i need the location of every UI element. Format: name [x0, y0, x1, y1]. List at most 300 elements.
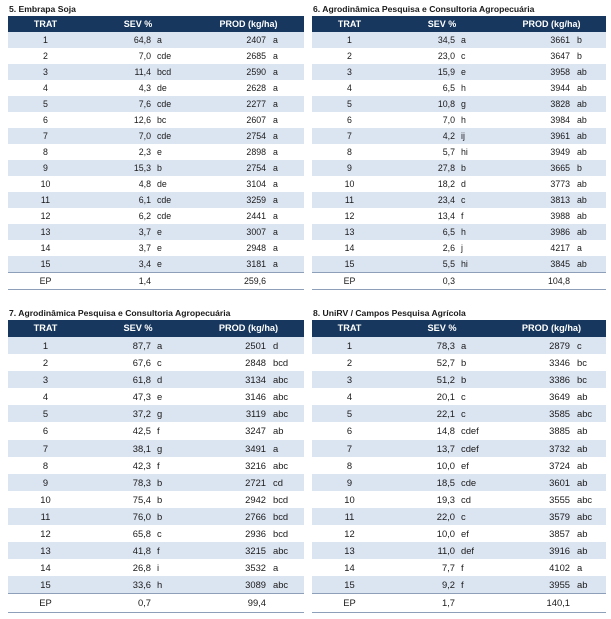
prod-letter-cell: bcd — [273, 357, 289, 369]
prod-letter-cell: a — [273, 35, 278, 45]
sev-letter-cell: c — [157, 357, 162, 369]
trat-cell: 10 — [344, 179, 355, 189]
prod-letter-cell: ab — [577, 179, 587, 189]
trat-cell: 3 — [43, 67, 48, 77]
sev-value-cell: 7,6 — [138, 99, 151, 109]
trat-cell: 10 — [40, 493, 51, 505]
trat-cell: 9 — [346, 476, 353, 488]
table-row — [8, 112, 304, 128]
trat-cell: 1 — [346, 340, 353, 351]
sev-value-cell: 7,7 — [441, 562, 455, 574]
panel-title: 5. Embrapa Soja — [9, 4, 76, 14]
trat-cell: 7 — [347, 131, 352, 141]
table-row — [8, 240, 304, 256]
sev-letter-cell: a — [157, 340, 163, 351]
table-row — [312, 224, 606, 240]
table-row — [312, 64, 606, 80]
sev-letter-cell: c — [461, 408, 466, 420]
prod-value-cell: 3732 — [549, 442, 570, 454]
table-row — [8, 405, 304, 422]
ep-sev-cell: 1,4 — [138, 276, 151, 286]
prod-value-cell: 3181 — [246, 259, 266, 269]
prod-letter-cell: ab — [577, 459, 588, 471]
sev-value-cell: 26,8 — [132, 562, 151, 574]
prod-letter-cell: ab — [577, 67, 587, 77]
table-row — [312, 80, 606, 96]
sev-value-cell: 27,8 — [437, 163, 455, 173]
sev-value-cell: 65,8 — [132, 528, 151, 540]
sev-value-cell: 22,0 — [436, 510, 455, 522]
sev-value-cell: 78,3 — [132, 476, 151, 488]
prod-value-cell: 2407 — [246, 35, 266, 45]
prod-letter-cell: a — [273, 83, 278, 93]
prod-letter-cell: b — [577, 51, 582, 61]
ep-sev-cell: 0,7 — [137, 597, 151, 609]
ep-sev-cell: 1,7 — [441, 597, 455, 609]
sev-value-cell: 42,5 — [132, 425, 151, 437]
sev-letter-cell: b — [461, 163, 466, 173]
table-header — [8, 16, 304, 32]
panel-title: 6. Agrodinâmica Pesquisa e Consultoria Agropecuária — [313, 4, 535, 14]
sev-letter-cell: b — [461, 357, 467, 369]
trat-cell: 8 — [347, 147, 352, 157]
table-row — [8, 422, 304, 439]
sev-value-cell: 18,2 — [437, 179, 455, 189]
sev-value-cell: 33,6 — [132, 579, 151, 591]
table-row — [312, 576, 606, 593]
sev-value-cell: 7,0 — [138, 131, 151, 141]
prod-value-cell: 2754 — [246, 131, 266, 141]
header-sev: SEV % — [427, 323, 457, 333]
sev-value-cell: 10,0 — [436, 459, 455, 471]
sev-letter-cell: b — [157, 163, 162, 173]
ep-label: EP — [39, 597, 52, 609]
sev-letter-cell: c — [461, 391, 466, 403]
prod-letter-cell: bcd — [273, 493, 289, 505]
trat-cell: 14 — [40, 562, 51, 574]
prod-value-cell: 3104 — [246, 179, 266, 189]
ep-row — [8, 272, 304, 290]
prod-letter-cell: ab — [577, 259, 587, 269]
sev-value-cell: 41,8 — [132, 545, 151, 557]
table-row — [312, 422, 606, 439]
sev-value-cell: 13,7 — [436, 442, 455, 454]
sev-letter-cell: hi — [461, 259, 468, 269]
sev-value-cell: 4,8 — [138, 179, 151, 189]
prod-letter-cell: ab — [577, 528, 588, 540]
trat-cell: 12 — [344, 528, 355, 540]
prod-value-cell: 3247 — [245, 425, 266, 437]
prod-letter-cell: a — [273, 67, 278, 77]
ep-prod-cell: 259,6 — [243, 276, 266, 286]
sev-value-cell: 2,3 — [138, 147, 151, 157]
sev-value-cell: 5,5 — [442, 259, 455, 269]
prod-value-cell: 3885 — [549, 425, 570, 437]
table-row — [312, 128, 606, 144]
prod-letter-cell: ab — [577, 579, 588, 591]
header-prod: PROD (kg/ha) — [522, 19, 581, 29]
prod-value-cell: 3986 — [550, 227, 570, 237]
sev-letter-cell: h — [461, 83, 466, 93]
sev-letter-cell: c — [461, 510, 466, 522]
trat-cell: 15 — [344, 579, 355, 591]
sev-letter-cell: c — [461, 195, 466, 205]
sev-letter-cell: g — [157, 408, 163, 420]
sev-letter-cell: c — [157, 528, 162, 540]
table-row — [8, 337, 304, 354]
prod-value-cell: 2721 — [245, 476, 266, 488]
sev-letter-cell: f — [461, 562, 464, 574]
prod-letter-cell: abc — [273, 459, 289, 471]
prod-value-cell: 3845 — [550, 259, 570, 269]
trat-cell: 2 — [347, 51, 352, 61]
trat-cell: 8 — [43, 147, 48, 157]
sev-letter-cell: b — [157, 510, 163, 522]
table-row — [312, 508, 606, 525]
trat-cell: 9 — [43, 163, 48, 173]
trat-cell: 6 — [42, 425, 49, 437]
trat-cell: 2 — [43, 51, 48, 61]
sev-letter-cell: d — [461, 179, 466, 189]
sev-value-cell: 2,6 — [442, 243, 455, 253]
ep-label: EP — [39, 276, 52, 286]
prod-letter-cell: bcd — [273, 528, 289, 540]
table-row — [8, 440, 304, 457]
prod-value-cell: 3119 — [245, 408, 266, 420]
prod-value-cell: 2607 — [246, 115, 266, 125]
prod-value-cell: 2277 — [246, 99, 266, 109]
prod-letter-cell: abc — [577, 408, 593, 420]
trat-cell: 1 — [42, 340, 49, 351]
ep-prod-cell: 140,1 — [546, 597, 570, 609]
sev-letter-cell: f — [157, 545, 160, 557]
prod-value-cell: 4217 — [550, 243, 570, 253]
sev-letter-cell: j — [461, 243, 463, 253]
prod-value-cell: 3491 — [245, 442, 266, 454]
prod-value-cell: 3346 — [549, 357, 570, 369]
table-row — [8, 80, 304, 96]
sev-value-cell: 3,4 — [138, 259, 151, 269]
sev-value-cell: 75,4 — [132, 493, 151, 505]
prod-value-cell: 2848 — [245, 357, 266, 369]
trat-cell: 12 — [40, 211, 51, 221]
panel-agrodinamica-6 — [312, 2, 606, 290]
table-body — [312, 32, 606, 290]
sev-letter-cell: d — [157, 374, 163, 386]
prod-value-cell: 3579 — [549, 510, 570, 522]
ep-row — [8, 593, 304, 612]
table-row — [8, 48, 304, 64]
sev-letter-cell: hi — [461, 147, 468, 157]
sev-letter-cell: h — [461, 115, 466, 125]
prod-letter-cell: b — [577, 163, 582, 173]
sev-value-cell: 67,6 — [132, 357, 151, 369]
prod-value-cell: 3259 — [246, 195, 266, 205]
table-row — [312, 256, 606, 272]
table-row — [8, 576, 304, 593]
prod-letter-cell: cd — [273, 476, 283, 488]
sev-value-cell: 3,7 — [138, 243, 151, 253]
sev-letter-cell: e — [157, 243, 162, 253]
sev-value-cell: 22,1 — [436, 408, 455, 420]
prod-letter-cell: d — [273, 340, 279, 351]
table-row — [8, 128, 304, 144]
trat-cell: 13 — [40, 545, 51, 557]
sev-letter-cell: cdef — [461, 425, 479, 437]
trat-cell: 13 — [40, 227, 51, 237]
sev-value-cell: 15,3 — [133, 163, 151, 173]
panel-title: 7. Agrodinâmica Pesquisa e Consultoria Agropecuária — [9, 308, 231, 318]
sev-value-cell: 4,3 — [138, 83, 151, 93]
sev-letter-cell: e — [461, 67, 466, 77]
sev-value-cell: 10,8 — [437, 99, 455, 109]
prod-letter-cell: a — [273, 179, 278, 189]
prod-letter-cell: b — [577, 35, 582, 45]
table-row — [312, 176, 606, 192]
trat-cell: 5 — [347, 99, 352, 109]
table-row — [8, 474, 304, 491]
table-row — [312, 96, 606, 112]
prod-value-cell: 2441 — [246, 211, 266, 221]
prod-value-cell: 3146 — [245, 391, 266, 403]
table-row — [312, 440, 606, 457]
sev-value-cell: 15,9 — [437, 67, 455, 77]
trat-cell: 15 — [344, 259, 355, 269]
prod-value-cell: 3724 — [549, 459, 570, 471]
table-row — [312, 559, 606, 576]
table-row — [8, 559, 304, 576]
prod-value-cell: 3958 — [550, 67, 570, 77]
sev-value-cell: 9,2 — [441, 579, 455, 591]
sev-letter-cell: ef — [461, 528, 469, 540]
prod-letter-cell: a — [273, 163, 278, 173]
table-body — [8, 32, 304, 290]
prod-letter-cell: a — [273, 259, 278, 269]
prod-letter-cell: ab — [577, 83, 587, 93]
sev-letter-cell: de — [157, 179, 167, 189]
prod-letter-cell: abc — [273, 374, 289, 386]
table-row — [8, 542, 304, 559]
sev-letter-cell: cde — [157, 195, 172, 205]
sev-letter-cell: g — [461, 99, 466, 109]
trat-cell: 14 — [344, 243, 355, 253]
header-trat: TRAT — [337, 19, 362, 29]
prod-value-cell: 3857 — [549, 528, 570, 540]
trat-cell: 14 — [344, 562, 355, 574]
trat-cell: 4 — [346, 391, 353, 403]
trat-cell: 7 — [42, 442, 49, 454]
header-trat: TRAT — [33, 323, 58, 333]
prod-value-cell: 3601 — [549, 476, 570, 488]
sev-letter-cell: ij — [461, 131, 465, 141]
sev-value-cell: 23,4 — [437, 195, 455, 205]
trat-cell: 10 — [344, 493, 355, 505]
prod-letter-cell: a — [273, 99, 278, 109]
table-row — [8, 508, 304, 525]
prod-letter-cell: abc — [273, 391, 289, 403]
prod-value-cell: 2754 — [246, 163, 266, 173]
prod-value-cell: 2590 — [246, 67, 266, 77]
sev-letter-cell: f — [157, 459, 160, 471]
sev-letter-cell: cde — [157, 131, 172, 141]
sev-letter-cell: f — [461, 579, 464, 591]
trat-cell: 1 — [347, 35, 352, 45]
sev-value-cell: 12,6 — [133, 115, 151, 125]
table-row — [312, 542, 606, 559]
sev-letter-cell: e — [157, 259, 162, 269]
table-row — [8, 144, 304, 160]
trat-cell: 9 — [347, 163, 352, 173]
table-row — [312, 371, 606, 388]
sev-value-cell: 18,5 — [436, 476, 455, 488]
prod-letter-cell: bc — [577, 374, 587, 386]
prod-letter-cell: abc — [273, 545, 289, 557]
trat-cell: 12 — [344, 211, 355, 221]
table-header — [312, 320, 606, 337]
prod-letter-cell: ab — [577, 227, 587, 237]
sev-letter-cell: cde — [157, 51, 172, 61]
sev-value-cell: 6,5 — [442, 83, 455, 93]
trat-cell: 9 — [42, 476, 49, 488]
table-row — [312, 474, 606, 491]
trat-cell: 10 — [40, 179, 51, 189]
table-row — [8, 96, 304, 112]
trat-cell: 6 — [43, 115, 48, 125]
sev-value-cell: 13,4 — [437, 211, 455, 221]
prod-value-cell: 3134 — [245, 374, 266, 386]
prod-value-cell: 2898 — [246, 147, 266, 157]
header-prod: PROD (kg/ha) — [219, 19, 278, 29]
sev-value-cell: 6,2 — [138, 211, 151, 221]
panel-embrapa-soja — [8, 2, 304, 290]
prod-value-cell: 2685 — [246, 51, 266, 61]
prod-letter-cell: a — [577, 562, 583, 574]
prod-letter-cell: abc — [577, 493, 593, 505]
sev-value-cell: 61,8 — [132, 374, 151, 386]
trat-cell: 15 — [40, 579, 51, 591]
sev-letter-cell: bc — [157, 115, 167, 125]
sev-value-cell: 42,3 — [132, 459, 151, 471]
sev-letter-cell: i — [157, 562, 160, 574]
sev-letter-cell: ef — [461, 459, 469, 471]
table-row — [8, 491, 304, 508]
trat-cell: 13 — [344, 227, 355, 237]
sev-value-cell: 52,7 — [436, 357, 455, 369]
table-row — [312, 32, 606, 48]
table-row — [8, 208, 304, 224]
panel-agrodinamica-7 — [8, 306, 304, 613]
prod-value-cell: 3661 — [550, 35, 570, 45]
trat-cell: 5 — [42, 408, 49, 420]
table-row — [8, 64, 304, 80]
ep-prod-cell: 104,8 — [547, 276, 570, 286]
sev-value-cell: 10,0 — [436, 528, 455, 540]
trat-cell: 4 — [43, 83, 48, 93]
prod-letter-cell: abc — [273, 408, 289, 420]
sev-value-cell: 38,1 — [132, 442, 151, 454]
table-row — [312, 208, 606, 224]
table-row — [312, 144, 606, 160]
sev-value-cell: 34,5 — [437, 35, 455, 45]
trat-cell: 12 — [40, 528, 51, 540]
table-row — [312, 337, 606, 354]
trat-cell: 13 — [344, 545, 355, 557]
trat-cell: 2 — [42, 357, 49, 369]
table-row — [312, 240, 606, 256]
prod-letter-cell: a — [273, 195, 278, 205]
table-row — [8, 192, 304, 208]
sev-letter-cell: e — [157, 227, 162, 237]
prod-letter-cell: a — [273, 562, 279, 574]
sev-letter-cell: bcd — [157, 67, 172, 77]
header-prod: PROD (kg/ha) — [521, 323, 582, 333]
table-row — [8, 32, 304, 48]
prod-value-cell: 2766 — [245, 510, 266, 522]
sev-letter-cell: def — [461, 545, 475, 557]
ep-row — [312, 272, 606, 290]
table-row — [8, 457, 304, 474]
sev-letter-cell: cde — [157, 99, 172, 109]
prod-value-cell: 3215 — [245, 545, 266, 557]
sev-value-cell: 4,2 — [442, 131, 455, 141]
sev-letter-cell: b — [461, 374, 467, 386]
sev-letter-cell: e — [157, 391, 163, 403]
prod-value-cell: 3585 — [549, 408, 570, 420]
prod-letter-cell: ab — [577, 131, 587, 141]
table-row — [8, 371, 304, 388]
prod-letter-cell: ab — [577, 195, 587, 205]
table-row — [312, 112, 606, 128]
prod-letter-cell: a — [577, 243, 582, 253]
prod-letter-cell: ab — [577, 425, 588, 437]
panel-title: 8. UniRV / Campos Pesquisa Agrícola — [313, 308, 466, 318]
trat-cell: 1 — [43, 35, 48, 45]
sev-value-cell: 7,0 — [138, 51, 151, 61]
table-row — [8, 224, 304, 240]
sev-value-cell: 11,4 — [134, 67, 151, 77]
table-row — [8, 388, 304, 405]
prod-letter-cell: a — [273, 115, 278, 125]
table-body — [312, 337, 606, 613]
trat-cell: 2 — [346, 357, 353, 369]
prod-letter-cell: a — [273, 211, 278, 221]
trat-cell: 11 — [344, 195, 355, 205]
prod-letter-cell: ab — [273, 425, 284, 437]
trat-cell: 14 — [40, 243, 51, 253]
prod-letter-cell: a — [273, 442, 279, 454]
sev-letter-cell: h — [157, 579, 163, 591]
prod-letter-cell: ab — [577, 99, 587, 109]
sev-letter-cell: f — [157, 425, 160, 437]
trat-cell: 8 — [346, 459, 353, 471]
sev-letter-cell: de — [157, 83, 167, 93]
prod-value-cell: 2936 — [245, 528, 266, 540]
table-row — [8, 525, 304, 542]
prod-letter-cell: abc — [273, 579, 289, 591]
sev-letter-cell: b — [157, 476, 163, 488]
prod-letter-cell: ab — [577, 115, 587, 125]
prod-letter-cell: bc — [577, 357, 587, 369]
prod-value-cell: 2942 — [245, 493, 266, 505]
trat-cell: 11 — [40, 195, 51, 205]
prod-value-cell: 3773 — [550, 179, 570, 189]
sev-letter-cell: a — [157, 35, 162, 45]
trat-cell: 7 — [43, 131, 48, 141]
sev-letter-cell: cde — [157, 211, 172, 221]
sev-value-cell: 14,8 — [436, 425, 455, 437]
sev-value-cell: 87,7 — [132, 340, 151, 351]
sev-letter-cell: cdef — [461, 442, 479, 454]
